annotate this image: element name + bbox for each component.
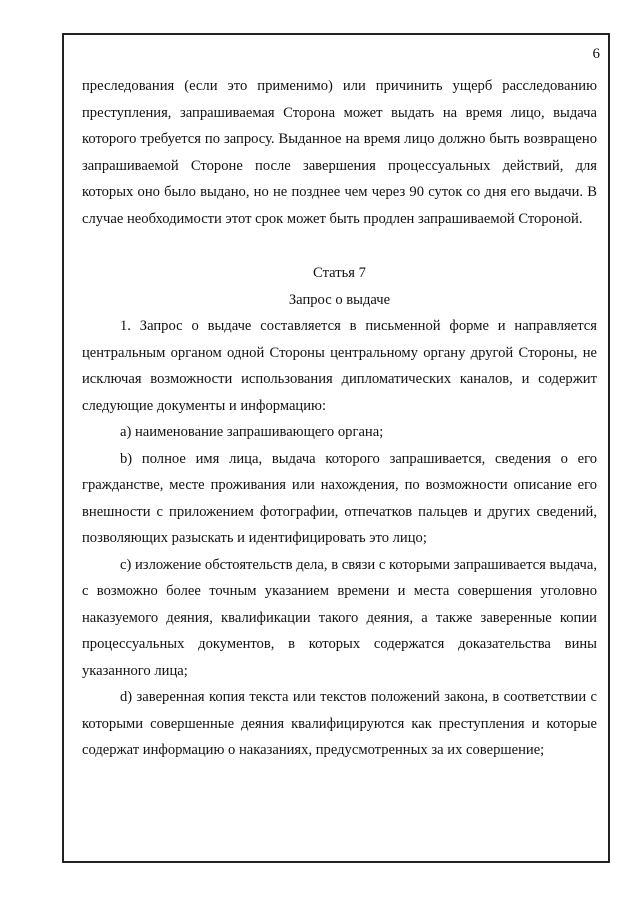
article-number: Статья 7 xyxy=(313,265,366,281)
intro-paragraph: преследования (если это применимо) или причинить ущерб расследованию преступления, запрашиваемая Сторона может выдать на время лицо, выдача которого требуется по запросу. Выданное на время лицо должно быть возвращено запрашиваемой Стороне после завершения процессуальных действий, для которых оно было выдано, но не позднее чем через 90 суток со дня его выдачи. В случае необходимости этот срок может быть продлен запрашиваемой Стороной. xyxy=(82,78,597,227)
item-b: b) полное имя лица, выдача которого запрашивается, сведения о его гражданстве, месте проживания или нахождения, по возможности описание его внешности с приложением фотографии, отпечатков пальцев и других сведений, позволяющих разыскать и идентифицировать это лицо; xyxy=(82,450,597,546)
item-c: c) изложение обстоятельств дела, в связи с которыми запрашивается выдача, с возможно более точным указанием времени и места совершения уголовно наказуемого деяния, квалификации такого деяния, а также заверенные копии процессуальных документов, в которых содержатся доказательства вины указанного лица; xyxy=(82,556,597,679)
paragraph-1: 1. Запрос о выдаче составляется в письменной форме и направляется центральным органом одной Стороны центральному органу другой Стороны, не исключая возможности использования дипломатических каналов, и содержит следующие документы и информацию: xyxy=(82,318,597,414)
item-a: a) наименование запрашивающего органа; xyxy=(120,424,384,440)
page-number: 6 xyxy=(592,46,600,62)
article-title: Запрос о выдаче xyxy=(288,291,391,308)
item-d: d) заверенная копия текста или текстов положений закона, в соответствии с которыми совершенные деяния квалифицируются как преступления и которые содержат информацию о наказаниях, предусмотренных за их совершение; xyxy=(82,689,597,758)
document-body xyxy=(82,73,597,764)
